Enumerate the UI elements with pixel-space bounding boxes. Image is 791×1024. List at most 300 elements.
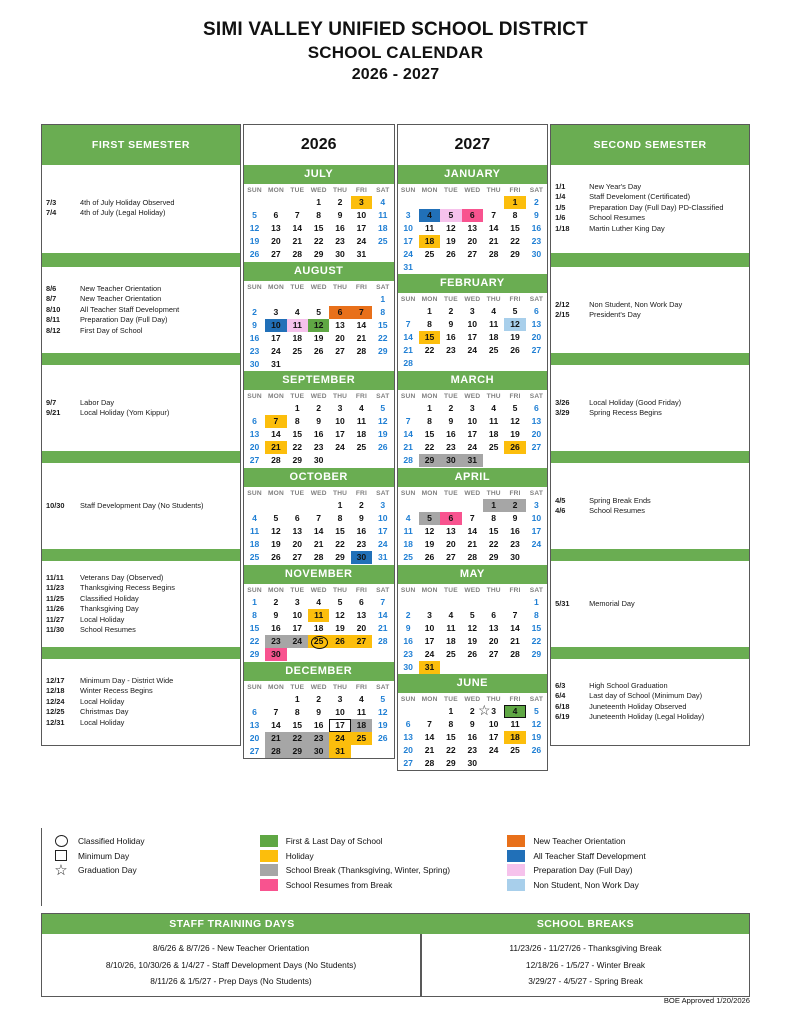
day-cell[interactable] [372,402,393,415]
day-cell[interactable] [462,209,483,222]
day-cell[interactable] [308,428,329,441]
day-cell[interactable] [329,719,350,732]
day-cell[interactable] [351,622,372,635]
day-cell[interactable] [483,648,504,661]
day-cell[interactable] [265,428,286,441]
day-cell[interactable] [483,248,504,261]
day-cell[interactable] [372,235,393,248]
day-cell[interactable] [372,719,393,732]
day-cell[interactable] [308,635,329,648]
day-cell[interactable] [462,248,483,261]
day-cell[interactable] [526,648,547,661]
day-cell[interactable] [329,693,350,706]
day-cell[interactable] [265,635,286,648]
day-cell[interactable] [308,248,329,261]
day-cell[interactable] [419,648,440,661]
day-cell[interactable] [329,428,350,441]
day-cell[interactable] [440,428,461,441]
day-cell[interactable] [372,706,393,719]
day-cell[interactable] [504,318,525,331]
day-cell[interactable] [308,525,329,538]
day-cell[interactable] [483,635,504,648]
day-cell[interactable] [308,596,329,609]
day-cell[interactable] [504,731,525,744]
day-cell[interactable] [308,512,329,525]
day-cell[interactable] [419,248,440,261]
day-cell[interactable] [244,512,265,525]
day-cell[interactable] [265,454,286,467]
day-cell[interactable] [372,499,393,512]
day-cell[interactable] [329,622,350,635]
day-cell[interactable] [265,332,286,345]
day-cell[interactable] [287,538,308,551]
day-cell[interactable] [287,319,308,332]
day-cell[interactable] [504,441,525,454]
day-cell[interactable] [398,331,419,344]
day-cell[interactable] [398,551,419,564]
day-cell[interactable] [504,648,525,661]
day-cell[interactable] [419,415,440,428]
day-cell[interactable] [419,344,440,357]
day-cell[interactable] [372,732,393,745]
day-cell[interactable] [398,635,419,648]
day-cell[interactable] [526,222,547,235]
day-cell[interactable] [244,441,265,454]
day-cell[interactable] [419,718,440,731]
day-cell[interactable] [308,745,329,758]
day-cell[interactable] [351,538,372,551]
day-cell[interactable] [265,358,286,371]
day-cell[interactable] [265,248,286,261]
day-cell[interactable] [483,744,504,757]
day-cell[interactable] [265,345,286,358]
day-cell[interactable] [419,551,440,564]
day-cell[interactable] [265,719,286,732]
day-cell[interactable] [308,415,329,428]
day-cell[interactable] [287,222,308,235]
day-cell[interactable] [526,718,547,731]
day-cell[interactable] [462,402,483,415]
day-cell[interactable] [440,454,461,467]
day-cell[interactable] [419,209,440,222]
day-cell[interactable] [329,745,350,758]
day-cell[interactable] [504,222,525,235]
day-cell[interactable] [265,512,286,525]
day-cell[interactable] [372,306,393,319]
day-cell[interactable] [483,731,504,744]
day-cell[interactable] [244,706,265,719]
day-cell[interactable] [265,415,286,428]
day-cell[interactable] [265,609,286,622]
day-cell[interactable] [308,235,329,248]
day-cell[interactable] [526,402,547,415]
day-cell[interactable] [265,622,286,635]
day-cell[interactable] [526,415,547,428]
day-cell[interactable] [287,235,308,248]
day-cell[interactable] [329,209,350,222]
day-cell[interactable] [419,222,440,235]
day-cell[interactable] [351,428,372,441]
day-cell[interactable] [308,538,329,551]
day-cell[interactable] [440,705,461,718]
day-cell[interactable] [308,706,329,719]
day-cell[interactable] [287,719,308,732]
day-cell[interactable] [351,248,372,261]
day-cell[interactable] [351,551,372,564]
day-cell[interactable] [462,512,483,525]
day-cell[interactable] [462,757,483,770]
day-cell[interactable] [244,332,265,345]
day-cell[interactable] [329,551,350,564]
day-cell[interactable] [440,209,461,222]
day-cell[interactable] [244,415,265,428]
day-cell[interactable] [419,512,440,525]
day-cell[interactable] [398,661,419,674]
day-cell[interactable] [308,622,329,635]
day-cell[interactable] [483,209,504,222]
day-cell[interactable] [244,235,265,248]
day-cell[interactable] [351,402,372,415]
day-cell[interactable] [504,512,525,525]
day-cell[interactable] [372,332,393,345]
day-cell[interactable] [504,551,525,564]
day-cell[interactable] [504,705,525,718]
day-cell[interactable] [398,441,419,454]
day-cell[interactable] [287,596,308,609]
day-cell[interactable] [526,331,547,344]
day-cell[interactable] [526,248,547,261]
day-cell[interactable] [419,538,440,551]
day-cell[interactable] [440,757,461,770]
day-cell[interactable] [504,622,525,635]
day-cell[interactable] [483,499,504,512]
day-cell[interactable] [329,499,350,512]
day-cell[interactable] [329,538,350,551]
day-cell[interactable] [308,209,329,222]
day-cell[interactable] [440,635,461,648]
day-cell[interactable] [440,622,461,635]
day-cell[interactable] [419,757,440,770]
day-cell[interactable] [462,609,483,622]
day-cell[interactable] [308,222,329,235]
day-cell[interactable] [504,718,525,731]
day-cell[interactable] [440,441,461,454]
day-cell[interactable] [504,744,525,757]
day-cell[interactable] [483,318,504,331]
day-cell[interactable] [398,248,419,261]
day-cell[interactable] [244,538,265,551]
day-cell[interactable] [244,732,265,745]
day-cell[interactable] [244,551,265,564]
day-cell[interactable] [440,222,461,235]
day-cell[interactable] [351,706,372,719]
day-cell[interactable] [526,622,547,635]
day-cell[interactable] [419,331,440,344]
day-cell[interactable] [419,428,440,441]
day-cell[interactable] [351,596,372,609]
day-cell[interactable] [462,648,483,661]
day-cell[interactable] [372,512,393,525]
day-cell[interactable] [440,248,461,261]
day-cell[interactable] [287,732,308,745]
day-cell[interactable] [419,454,440,467]
day-cell[interactable] [351,693,372,706]
day-cell[interactable] [462,415,483,428]
day-cell[interactable] [244,622,265,635]
day-cell[interactable] [504,538,525,551]
day-cell[interactable] [287,525,308,538]
day-cell[interactable] [287,622,308,635]
day-cell[interactable] [244,596,265,609]
day-cell[interactable] [287,693,308,706]
day-cell[interactable] [329,248,350,261]
day-cell[interactable] [526,428,547,441]
day-cell[interactable] [504,235,525,248]
day-cell[interactable] [419,235,440,248]
day-cell[interactable] [504,248,525,261]
day-cell[interactable] [372,693,393,706]
day-cell[interactable] [308,441,329,454]
day-cell[interactable] [398,222,419,235]
day-cell[interactable] [462,731,483,744]
day-cell[interactable] [504,635,525,648]
day-cell[interactable] [287,428,308,441]
day-cell[interactable] [504,525,525,538]
day-cell[interactable] [398,757,419,770]
day-cell[interactable] [462,635,483,648]
day-cell[interactable] [398,261,419,274]
day-cell[interactable] [398,454,419,467]
day-cell[interactable] [526,596,547,609]
day-cell[interactable] [526,705,547,718]
day-cell[interactable] [329,512,350,525]
day-cell[interactable] [372,293,393,306]
day-cell[interactable] [308,693,329,706]
day-cell[interactable] [483,525,504,538]
day-cell[interactable] [440,344,461,357]
day-cell[interactable] [483,344,504,357]
day-cell[interactable] [351,332,372,345]
day-cell[interactable] [265,596,286,609]
day-cell[interactable] [483,331,504,344]
day-cell[interactable] [308,332,329,345]
day-cell[interactable] [398,622,419,635]
day-cell[interactable] [244,306,265,319]
day-cell[interactable] [462,305,483,318]
day-cell[interactable] [419,661,440,674]
day-cell[interactable] [372,345,393,358]
day-cell[interactable] [244,648,265,661]
day-cell[interactable] [329,332,350,345]
day-cell[interactable] [483,402,504,415]
day-cell[interactable] [440,235,461,248]
day-cell[interactable] [287,248,308,261]
day-cell[interactable] [244,222,265,235]
day-cell[interactable] [526,744,547,757]
day-cell[interactable] [483,718,504,731]
day-cell[interactable] [372,319,393,332]
day-cell[interactable] [265,648,286,661]
day-cell[interactable] [265,222,286,235]
day-cell[interactable] [308,402,329,415]
day-cell[interactable] [462,454,483,467]
day-cell[interactable] [526,344,547,357]
day-cell[interactable] [462,331,483,344]
day-cell[interactable] [244,345,265,358]
day-cell[interactable] [244,319,265,332]
day-cell[interactable] [287,454,308,467]
day-cell[interactable] [351,222,372,235]
day-cell[interactable] [483,705,504,718]
day-cell[interactable] [265,538,286,551]
day-cell[interactable] [419,609,440,622]
day-cell[interactable] [526,609,547,622]
day-cell[interactable] [329,222,350,235]
day-cell[interactable] [398,344,419,357]
day-cell[interactable] [440,648,461,661]
day-cell[interactable] [483,609,504,622]
day-cell[interactable] [526,441,547,454]
day-cell[interactable] [351,732,372,745]
day-cell[interactable] [351,609,372,622]
day-cell[interactable] [504,344,525,357]
day-cell[interactable] [526,538,547,551]
day-cell[interactable] [308,454,329,467]
day-cell[interactable] [329,525,350,538]
day-cell[interactable] [244,635,265,648]
day-cell[interactable] [419,305,440,318]
day-cell[interactable] [351,196,372,209]
day-cell[interactable] [462,525,483,538]
day-cell[interactable] [504,415,525,428]
day-cell[interactable] [244,719,265,732]
day-cell[interactable] [244,525,265,538]
day-cell[interactable] [329,732,350,745]
day-cell[interactable] [398,318,419,331]
day-cell[interactable] [372,428,393,441]
day-cell[interactable] [526,318,547,331]
day-cell[interactable] [526,305,547,318]
day-cell[interactable] [244,248,265,261]
day-cell[interactable] [398,648,419,661]
day-cell[interactable] [398,209,419,222]
day-cell[interactable] [462,235,483,248]
day-cell[interactable] [372,609,393,622]
day-cell[interactable] [504,331,525,344]
day-cell[interactable] [351,525,372,538]
day-cell[interactable] [504,609,525,622]
day-cell[interactable] [462,744,483,757]
day-cell[interactable] [329,402,350,415]
day-cell[interactable] [308,719,329,732]
day-cell[interactable] [329,441,350,454]
day-cell[interactable] [419,402,440,415]
day-cell[interactable] [526,209,547,222]
day-cell[interactable] [504,428,525,441]
day-cell[interactable] [351,415,372,428]
day-cell[interactable] [462,222,483,235]
day-cell[interactable] [372,196,393,209]
day-cell[interactable] [308,196,329,209]
day-cell[interactable] [329,609,350,622]
day-cell[interactable] [287,306,308,319]
day-cell[interactable] [526,512,547,525]
day-cell[interactable] [287,706,308,719]
day-cell[interactable] [483,235,504,248]
day-cell[interactable] [329,196,350,209]
day-cell[interactable] [308,345,329,358]
day-cell[interactable] [351,209,372,222]
day-cell[interactable] [265,551,286,564]
day-cell[interactable] [265,209,286,222]
day-cell[interactable] [265,706,286,719]
day-cell[interactable] [440,415,461,428]
day-cell[interactable] [265,319,286,332]
day-cell[interactable] [308,732,329,745]
day-cell[interactable] [483,415,504,428]
day-cell[interactable] [244,609,265,622]
day-cell[interactable] [462,622,483,635]
day-cell[interactable] [351,345,372,358]
day-cell[interactable] [462,318,483,331]
day-cell[interactable] [398,415,419,428]
day-cell[interactable] [265,732,286,745]
day-cell[interactable] [372,596,393,609]
day-cell[interactable] [372,222,393,235]
day-cell[interactable] [398,609,419,622]
day-cell[interactable] [287,512,308,525]
day-cell[interactable] [419,441,440,454]
day-cell[interactable] [244,428,265,441]
day-cell[interactable] [440,744,461,757]
day-cell[interactable] [308,609,329,622]
day-cell[interactable] [440,731,461,744]
day-cell[interactable] [526,499,547,512]
day-cell[interactable] [329,706,350,719]
day-cell[interactable] [372,635,393,648]
day-cell[interactable] [351,499,372,512]
day-cell[interactable] [504,209,525,222]
day-cell[interactable] [440,512,461,525]
day-cell[interactable] [351,719,372,732]
day-cell[interactable] [440,538,461,551]
day-cell[interactable] [329,345,350,358]
day-cell[interactable] [504,499,525,512]
day-cell[interactable] [419,525,440,538]
day-cell[interactable] [440,305,461,318]
day-cell[interactable] [372,415,393,428]
day-cell[interactable] [287,609,308,622]
day-cell[interactable] [287,551,308,564]
day-cell[interactable] [419,731,440,744]
day-cell[interactable] [526,731,547,744]
day-cell[interactable] [462,538,483,551]
day-cell[interactable] [526,635,547,648]
day-cell[interactable] [372,622,393,635]
day-cell[interactable] [287,332,308,345]
day-cell[interactable] [351,306,372,319]
day-cell[interactable] [462,428,483,441]
day-cell[interactable] [440,551,461,564]
day-cell[interactable] [244,454,265,467]
day-cell[interactable] [440,331,461,344]
day-cell[interactable] [483,538,504,551]
day-cell[interactable] [308,306,329,319]
day-cell[interactable] [440,318,461,331]
day-cell[interactable] [398,718,419,731]
day-cell[interactable] [329,596,350,609]
day-cell[interactable] [351,235,372,248]
